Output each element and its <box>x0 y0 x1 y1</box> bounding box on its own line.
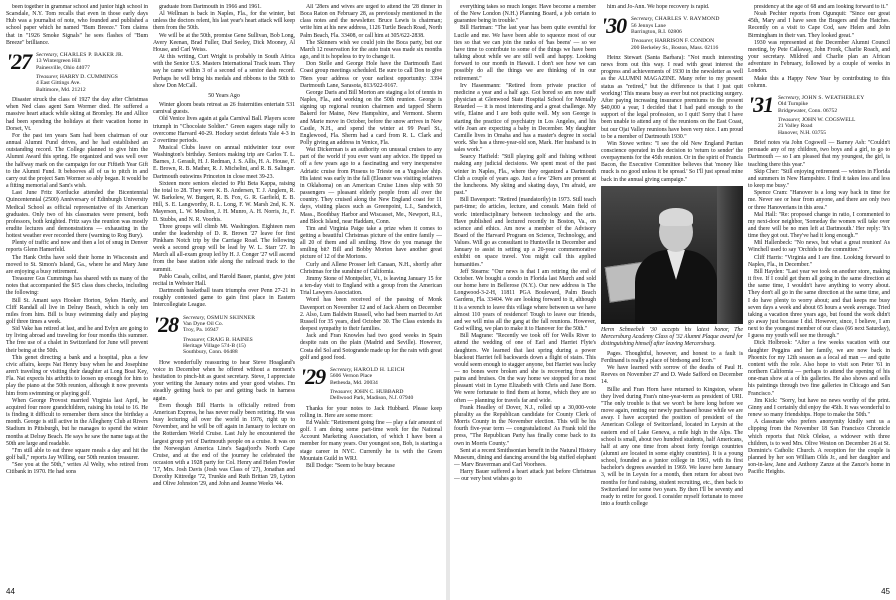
class-1927-header <box>6 48 148 93</box>
column-4 <box>454 4 596 576</box>
paragraph: Heinz Stewart (Santa Barbara): "Not much interesting news from out this way. I read with great interest the progress and achievements of 1930 in the newsletter as well as the ALUMNI MAGAZINE. Many refer to my present status as "retired," but the difference is that I just quit working! This means busy as ever but not practicing surgery. After paying increasing insurance premiums to the present $40,000 a year, I decided that I had paid enough to the support of the legal profession, so I quit! Sorry that I have been unable to attend any of the reunions on the East Coast, but our Ojai Valley reunions have been very nice. I am proud to be a member of Dartmouth 1930." <box>601 54 743 140</box>
class-year: '27 <box>6 48 32 74</box>
paragraph: Even though Bill Harris is officially retired from American Express, he has never really been retiring. He was busy lecturing all over the world in 1976, right up to November, and he will be off again in January to lecture on the Rotterdam World Cruise. Last July he encountered the largest group yet of Dartmouth people on a cruise. It was on the Norwegian America Line's Sagafjord's North Cape Cruise, and at the end of the journey he celebrated the occasion with a 1928 party for Col. Henry and Helen Fowler '17, Mrs. Josh Davis (Josh was Class of '27), Jonathan and Dorothy Kittredge '72, Trunkie and Ruth Brittan '29, Lytton and Olive Johnston '29, and John and Jeanne Weeks '44. <box>153 402 295 488</box>
paragraph: A classmate who prefers anonymity kindly sent us a clipping from the November 18 San Francisco Chronicle which reports that Nick Olekse, a widower with three children, is to wed Mrs. Olive Weston on December 26 at St. Dominic's Catholic Church. A reception for the couple is planned by her son William Olds Jr., and her daughter and son-in-law, Jane and Anthony Zanze at the Zanze's home in Pacific Heights. <box>748 419 890 476</box>
photo-schneebeli <box>601 186 743 324</box>
paragraph: Jeff Stearns: "Our news is that I am retiring the end of October. We bought a condo in Florida last March and sold our home here in Bellerose (N.Y.). Our new address is The Longwood-3-2-H, 11811 PGA Boulevard, Palm Beach Gardens, Fla. 33404. We are looking forward to it, although it is a wrench to leave this village where between us we have almost 110 years of residence! Tough to leave our friends, and we will miss all the gang at the fall reunions. However, God willing, we plan to make it to Hanover for the 50th." <box>454 268 596 333</box>
paragraph: Searcy Hatfield: "Still playing golf and fishing without making any judicial decisions. We spent most of the past winter in Naples, Fla., where they organized a Dartmouth Club a couple of years ago. Just a few '29ers are present at the luncheons. My skiing and skating days, I'm afraid, are past." <box>454 154 596 197</box>
treasurer-info: Treasurer, CRAIG B. HAINES Heritage Village 574-B (15) Southbury, Conn. 06488 <box>183 336 253 356</box>
paragraph: All '28ers and wives are urged to attend the '28 dinner in Boca Raton on February 28, as previously mentioned in the class notes and the newsletter. Bruce Lewis is chairman; write him at his new address, 1126 Turtle Beach Road, North Palm Beach, Fla. 33408, or call him at 305/622-2838. <box>300 4 442 39</box>
paragraph: Tim and Virginia Paige take a prize when it comes to getting a beautiful Christmas picture of the entire family — all 20 of them and all smiling. How do you manage the smiling bit? Bill and Bobby Morton have another great picture of 12 of the Mortons. <box>300 225 442 261</box>
paragraph: graduate from Dartmouth in 1966 and 1961. <box>159 4 262 10</box>
paragraph: Noah Pechter reports from Ogunquit: "Since our great 45th, Mary and I have seen the Bragers and the Hatches. Recently on a visit to Cape Cod, saw Helen and John Birmingham in their van. They looked great." <box>748 11 890 39</box>
paragraph: Bill Hartman: "The last year has been quite eventful for Lucile and me. We have been able to squeeze most of our ties so that we can join the ranks of 'has beens' — so we have time to contribute to some of the things we have been talking about while we are still well and happy. Looking forward to our month in Hawaii. I don't see how we can possibly do all the things we are thinking of in our retirement." <box>454 25 596 82</box>
column-1 <box>6 4 148 576</box>
paragraph: Bill Davenport: "Retired (mandatorily) in 1973. Still teach part-time; do articles, lecture, and consult. Main field of work: interdisciplinary between technology and the arts. Have published and lectured recently in Boston, Va., on science and ethics. Am now a member of the Advisory Board of the Harvard Program on Science, Technology, and Values. Will go as consultant to Huntsville in December and January to assist in setting up a 20-year commemorative exhibit on space travel. You might call this applied humanities." <box>454 197 596 268</box>
paragraph: Harry Bauer suffered a heart attack just before Christmas — our very best wishes go to <box>454 469 596 483</box>
column-6 <box>748 4 890 576</box>
paragraph: Treasurer Gus Cummings has shared with us many of the notes that accompanied the $15 class dues checks, including the following: <box>6 276 148 297</box>
paragraph: We have learned with sorrow of the deaths of Paul H. Reeves on November 27 and D. Wade Safford on December 14. <box>601 365 743 386</box>
paragraph: Jack and Fran Knowles had two good weeks in Spain despite rain on the plain (Madrid and Seville). However, Costa del Sol and Sotogrande made up for the rain with great golf and good food. <box>300 333 442 361</box>
paragraph: Jim Kick: "Sorry, but have no news worthy of the print. Ginny and I certainly did enjoy the 45th. It was wonderful to renew so many friendships. Hope to make the 50th." <box>748 397 890 419</box>
paragraph: Old Venice lives again at gala Carnival Ball. Players score triumph in "Chocolate Soldier." Green eagers stage rally to overcome Harvard 40-29. Hockey sextet defeats Yale 4-3 in 2 overtime periods. <box>153 116 295 144</box>
paragraph: 1930 was represented at the December Alumni Council meeting, by Pete Callaway, John Fronk, Charlie Roach, and your secretary. Mildred and Charlie plan an African adventure in February, followed by a couple of weeks in London. <box>748 39 890 75</box>
paragraph: Three groups will climb Mt. Washington. Eighteen men under the leadership of D. R. Brown '27 leave for first Pinkham Notch trip by the Carriage Road. The following week a second group will be lead by W. L. Starr '27. In March all all-exam group led by H. J. Conger '27 will ascend from the base station side along the railroad track to the summit. <box>153 223 295 273</box>
paragraph: been together in grammar school and junior high school in Scarsdale, N.Y. Tom recalls that even in those early days Hub was a journalist of note, who founded and published a school paper which he named "Bum Breeze." Tom claims that in "1926 Smoke Signals" he sees flashes of "Bum Breeze" brilliance. <box>6 4 148 46</box>
paragraph: Mal Hall: "Re: proposed change in ratio, I commented to my next-door neighbor, 'Someday the women will take over and there will be no men left at Dartmouth.' Her reply: 'It's time they got out. They've had it long enough.'" <box>748 211 890 240</box>
left-page <box>0 0 446 600</box>
treasurer-info: Treasurer, HARRISON F. CONDON 200 Berkeley St., Boston, Mass. 02116 <box>631 38 719 51</box>
class-year: '28 <box>153 311 179 337</box>
paragraph: At this writing, Curt Wright is probably in South Africa with the Senior U.S. Masters International Track team. They say he came within 3 of a second of a senior dash record. Perhaps he will bring his medals and ribbons to the 50th to show Don McCall. <box>153 54 295 89</box>
secretary-info: Secretary, JOHN S. WEATHERLEY Old Turnpike Bridgewater, Conn. 06752 <box>778 94 865 114</box>
paragraph: Sid Vake has retired at last, and he and Evlyn are going to try living abroad and traveling for four months this summer. The free use of a chalet in Switzerland for June will prevent their being at the 50th. <box>6 326 148 354</box>
column-2 <box>153 4 295 576</box>
paragraph: Dick Holbrook: "After a few weeks vacation with our daughter Peggins and her family, we are now back in Phoenix for my 12th season as a local ad man — and quite content with the role. Also hope to visit son Peter '61 in northern California — perhaps to attend the opening of his one-man show at a of his galleries. He also shows and sells his paintings through two fine galleries in Chicago and San Francisco." <box>748 340 890 397</box>
class-1930-header <box>601 13 743 51</box>
paragraph: Jimmy Stone of Montpelier, Vt., is leaving January 15 for a ten-day visit to England with a group from the American Trial Lawyers Association. <box>300 275 442 297</box>
paragraph: presidency at the age of 68 and am looking forward to it." <box>754 4 889 10</box>
paragraph: Spence Cram: "Hanover is a long way back in time for me. Never see or hear from anyone, and there are only two or three Hanoverians in this area." <box>748 190 890 211</box>
paragraph: Pages. Thoughtful, however, and honest to a fault is Ferdinand is really a place of birdsong and Icon." <box>601 350 743 364</box>
paragraph: Billie and Fran Horn have returned to Kingston, where they lived during Fran's nine-year-term as president of URI. "The only trouble is that we won't be here long before we move again, renting our newly purchased house while we are away. I have accepted the position of president of the American College of Switzerland, located in Leysin at the eastern end of Lake Geneva, a mile high in the Alps. The school is small, about two hundred students, half Americans, half at any one time from about forty foreign countries (alumni are located in some eighty countries). It is a young school, founded as a junior college in 1961, with its first bachelor's degrees awarded in 1969. We leave here January 3, will be in Leysin for a month, then return for about two months for fund raising, student recruiting, etc., then back to Switzerland for some two years. By then I'll be seventy and ready to retire for good. I consider myself fortunate to move into a fourth college <box>601 386 743 508</box>
paragraph: How wonderfully reassuring to hear Steve Hoagland's voice in December when he offered without a moment's hesitation to pinch-hit as guest secretary. Steve, I appreciate your writing the January notes and your good wishes. I'm steadily getting back to par and getting back in harness again. <box>153 359 295 402</box>
secretary-info: Secretary, HAROLD H. LEICH 5606 Vernon Place Bethesda, Md. 20034 <box>330 366 405 386</box>
paragraph: We will be at the 50th, promise Gene Sullivan, Bob Long, Avery Keenan, Brad Fuller, Dud Seeley, Dick Mooney, Al House, and Carl Weiss. <box>153 32 295 53</box>
paragraph: Frank Headley of Dover, N.J., rolled up a 30,000-vote plurality as the Republican candidate for County Clerk of Morris County in the November election. This will be his fourth five-year term — congratulations! As Frank told the press, "The Republican Party has finally come back to its own in Morris County." <box>454 404 596 447</box>
class-year: '31 <box>748 91 774 117</box>
paragraph: Word has been received of the passing of Monk Davenport on November 12 and of Jack Ahern on December 2. Also, Lum Baldwin Russell, who had been married to Art Russell for 35 years, died October 30. The Class extends its deepest sympathy to their families. <box>300 297 442 333</box>
paragraph: The Skinners wish we could join the Boca party, but our March 12 reservation for the auto train was made six months ago, and it is hopeless to try to change it. <box>300 39 442 61</box>
paragraph: "See you at the 50th," writes Al Welty, who retired from Citibank in 1970. He had sons <box>6 462 148 476</box>
page-number-left: 44 <box>6 587 15 596</box>
treasurer-info: Treasurer, JOHN C. HUBBARD Dellwood Park, Madison, N.J. 07940 <box>330 388 414 402</box>
class-1929-header <box>300 363 442 402</box>
paragraph: Cliff Harris: "Virginia and I are fine. Looking forward to Naples, Fla., in December." <box>748 254 890 268</box>
photo-caption: Herm Schneebeli '30 accepts his latest honor, The Mercersburg Academy Class of '32 Alumni Plaque award for distinguishing himself after leaving Mercersburg. <box>601 326 743 347</box>
paragraph: George Daris and Bill Morton are staging a lot of tennis in Naples, Fla., and working on the 50th reunion. George is signing up regional reunion chairmen and tapped Sherm Bakerd for Maine, New Hampshire, and Vermont. Sherm and Marie move in October, before the snow arrives in New Castle, N.H., and spend the winter at 99 Pearl St., Englewood, Fla. Sherm had a card from R. L. Clark and Polly giving an address in Venice, Fla. <box>300 89 442 146</box>
paragraph: Sixteen more seniors elected to Phi Beta Kappa, raising the total to 28. They were K. B. Andersen, T. J. Anglem, R. W. Barkelew, W. Burgert, R. B. Fox, G. R. Garfield, E. B. Hill, S. E. Langworthy, R. L. Long, F. W. Marsh 2nd, K. N. Mayerson, L. W. Moulton, J. H. Munro, A. H. Norris, Jr., F. D. Stubbs, and N. R. Voorhis. <box>153 180 295 223</box>
paragraph: Bill Dodge: "Seem to be busy because <box>306 462 395 469</box>
treasurer-info: Treasurer, HARRY D. CUMMINGS 4 East Gittings Ave. Baltimore, Md. 21212 <box>36 73 118 93</box>
paragraph: This genet directing a bank and a hospital, plus a few civic affairs, keeps Nat Henry busy when he and Josephine aren't traveling or visiting their daughter at Long Boat Key, Fla. Nat expects his arthritis to loosen up enough for him to play the piano at the 50th reunion, although it now prevents him from swimming or playing golf. <box>6 354 148 397</box>
paragraph: Bill Magrane: "Recently we took off for Wells River to attend the wedding of one of Earl and Harriet Flyte's daughters. We learned that last spring during a power blackout Harriet fell backwards down a flight of stairs. This would seem enough to stagger anyone, but Harriet was lucky — no bones were broken and she is recovering from the pains and bruises. On the way home we stopped for a most pleasant visit in Lyme Elizabeth with Chris and Jane Born. We were fortunate to find them at home, which they are so often — planning for travels far and wide. <box>454 333 596 404</box>
class-year: '29 <box>300 363 326 389</box>
paragraph: The Hank Orths have sold their home in Wisconsin and moved to St. Simon's Island, Ga., where he and Mary Jane are enjoying a busy retirement. <box>6 254 148 275</box>
secretary-info: Secretary, OSMUN SKINNER Van Dyne Oil Co. Troy, Pa. 16947 <box>183 314 256 334</box>
treasurer-info: Treasurer, JOHN W. COGSWELL 21 Valley Road Hanover, N.H. 03755 <box>778 116 856 136</box>
class-1928-header <box>153 311 295 356</box>
paragraph: Plenty of traffic and now and then a lot of snug in Denver reports Glenn Hamerfeld. <box>6 240 148 254</box>
class-year: '30 <box>601 13 627 39</box>
paragraph: him and Jo-Ann. We hope recovery is rapid. <box>607 4 710 10</box>
paragraph: Wat Dickerman is an authority on unusual cruises to any part of the world if you ever want any advice. He tipped us off a few years ago to a fascinating and very inexpensive Adriatic cruise from Piraeus to Trieste on a Yugoslav ship. His latest was early in the fall (Eleanor was visiting relatives in Oklahoma) on an American Cruise Lines ship with 50 passengers — pleasant elderly people from all over the country. They cruised along the New England coast for 11 days, visiting places such as Greenpoint, L.I., Sandwich, Mass., Boothbay Harbor and Wiscasset, Me., Newport, R.I., and Block Island, near Haddam, Conn. <box>300 147 442 225</box>
paragraph: Curly and Allene Prosser left Canaan, N.H., shortly after Christmas for the sunshine of California. <box>300 261 442 275</box>
paragraph: For the past ten years Sam had been chairman of our annual Alumni Fund drives, and he had established an outstanding record. The College planned to give him the Alumni Award this spring. He organized and was well over the halfway mark on the campaign for our Fiftieth Year Gift to the Alumni Fund. It behooves all of us to pitch in and carry out the project Sam Wormer so ably began. It would be a fitting memorial and Sam's wish. <box>6 132 148 190</box>
subheading-50-years-ago: 50 Years Ago <box>208 92 240 99</box>
column-5 <box>601 4 743 576</box>
paragraph: Al Wellman is back in Naples, Fla., for the winter, but unless the doctors relent, his last year's heart attack will keep them from the 50th. <box>153 11 295 32</box>
paragraph: Last June Fritz Kortlucke attended the Bicentennial Quincentennial (2500) Anniversary of Edinburgh University Medical School as official representative of its American graduates. Only two of his classmates were present, both professors, both knighted. Fritz says the reunion was mostly erudite lectures and demonstrations — exhausting in the hottest weather ever recorded there (warning to Rog Bury). <box>6 190 148 240</box>
paragraph: Brief notes via John Cogswell — Barney Ash: "Couldn't persuade any of my children, two boys and a girl, to go to Dartmouth — so I am pleased that my youngest, the girl, is teaching there this year." <box>748 140 890 168</box>
paragraph: When George Provost married Virginia last April, he acquired four more grandchildren, raising his total to 16. He is finding it difficult to remember them since the birthday a month. George is still active in the Allegheny Club at Rivers Stadium in Pittsburgh, but he manages to spend the winter months at Delray Beach. He says he saw the name tags at the 50th are large and readable. <box>6 397 148 447</box>
secretary-info: Secretary, CHARLES V. RAYMOND 56 Jennys Lane Barrington, R.I. 02806 <box>631 16 720 35</box>
paragraph: Thanks for your notes to Jack Hubbard. Please keep rolling in. Here are some more: <box>300 405 442 419</box>
paragraph: Mil Hallenbeck: "No news, but what a great reunion! As Winchell used to say 'Orchids to the committee.'" <box>748 240 890 254</box>
paragraph: Bill St. Amant says Hooker Horton, Sykes Hardy, and Cliff Randall all live in Delray Beach, which is only ten miles from him. Bill is busy swimming daily and playing golf three times a week. <box>6 297 148 325</box>
paragraph: Disaster struck the class of 1927 the day after Christmas when Ned class agent Sam Wormer died. He suffered a massive heart attack while skiing at Bromley. He and Allice had been spending the holidays at their vacation home in Dorset, Vt. <box>6 97 148 132</box>
paragraph: Don Stelle and George Hole have the Dartmouth East Coast group meetings scheduled. Be sure to call Don to give 78ers your address or your earliest opportunity: 3394 Dartmouth Lane, Sarasota, 813/922-9167. <box>300 61 442 89</box>
paragraph: Sent at a recent Smithsonian benefit in the Natural History Museum, dining and dancing around the big stuffed elephant — Marv Braverman and Carl Voorhees. <box>454 447 596 468</box>
class-1931-header <box>748 91 890 136</box>
paragraph: Bill Hayden: "Last year we took on another store, making it five. If I could get them all going in the same direction at the same time, I wouldn't have anything to worry about. They don't all go in the same direction at the same time, and I do have plenty to worry about; and that keeps me busy seven days a week and about 65 hours a week average. Tried taking a vacation three years ago, but found the work didn't go away just because I did. However, since, I believe, I am next to the youngest member of our class (66 next Saturday), I guess my youth will see me through." <box>748 268 890 340</box>
paragraph: Win Stowe writes: "I see the old New England Puritan conscience operated in the decision to 'return to sender' the overpayments for the 45th reunion. Or in the spirit of Francis Bacon, the Executive Committee believes that 'money like muck is no good unless it be spread.' So I'll just spread mine back in the annual giving campaign." <box>601 140 743 183</box>
paragraph: Musical Clubs leave on annual midwinter tour over Washington's birthday. Seniors making trip are Carlos T. L. Barnes, J. Gerault, H. J. Redman, J. S. Allis, H. A. House, F. E. Brown, R. B. Mather, R. J. Michelini, and R. B. Salinger. Dartmouth outswims Princeton in close meet 39-23. <box>153 144 295 180</box>
paragraph: Skip Cher: "Still enjoying retirement — winters in Florida and summers in New Hampshire. I find it takes less and less to keep me busy." <box>748 168 890 190</box>
paragraph: everything takes so much longer. Have become a member of the New London (N.H.) Planning Board, a job certain to guarantee being in trouble." <box>454 4 596 25</box>
column-3 <box>300 4 442 576</box>
paragraph: Make this a Happy New Year by contributing to this column. <box>748 75 890 89</box>
secretary-info: Secretary, CHARLES P. BAKER JR. 13 Wintergreen Hill Painesville, Ohio 44077 <box>36 51 124 71</box>
right-page <box>450 0 896 600</box>
paragraph: Irv Hasenmann: "Retired from private practice of medicine a year and a half ago. Got bored so am now staff physician at Glenwood State Hospital School for Mentally Retarded — it is most interesting and a great challenge. My wife, Elaine and I are both quite well. My son George is starting the practice of psychiatry in Los Angeles, and his wife Joan are expecting a baby in December. My daughter Camille lives in Omaha and has a master's degree in social work. She has a three-year-old son, Mark. Her husband is in sales work." <box>454 82 596 154</box>
paragraph: Dartmouth basketball team triumphs over Penn 27-21 in roughly contested game to gain first place in Eastern Intercollegiate League. <box>153 288 295 309</box>
paragraph: "I'm still able to eat three square meals a day and hit the golf ball," reports Jay Willing, our 50th reunion treasurer. <box>6 447 148 461</box>
paragraph: Pablo Casals, cellist, and Harold Bauer, pianist, give joint recital in Webster Hall. <box>153 273 295 287</box>
paragraph: Winter gloom beats retreat as 26 fraternities entertain 531 carnival guests. <box>153 102 295 116</box>
paragraph: Ed Walsh: "Retirement going fine — play a fair amount of golf. I am doing some part-time work for the National Account Marketing Association, of which I have been a member for many years. Our youngest son, Bob, is starting a stage career in NYC. Currently he is with the Green Mountain Guild in WRJ. <box>300 419 442 462</box>
page-number-right: 45 <box>881 587 890 596</box>
